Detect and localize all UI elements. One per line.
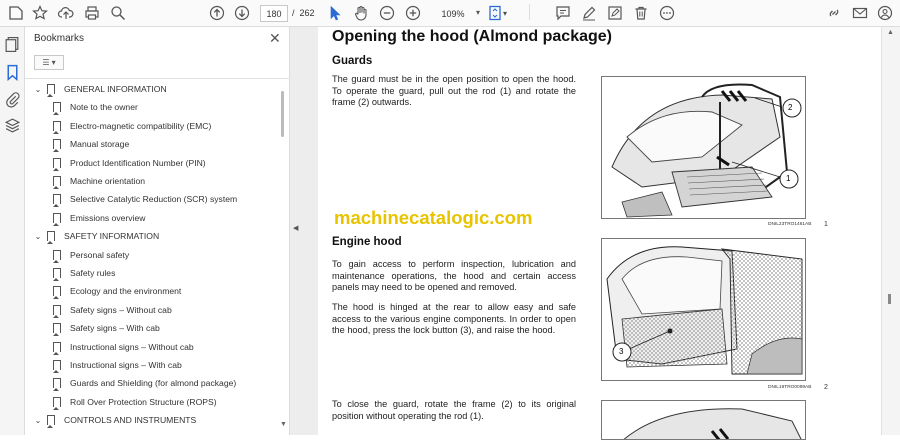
account-icon[interactable] [876, 4, 894, 22]
bookmark-label: Selective Catalytic Reduction (SCR) system [70, 194, 238, 205]
chevron-down-icon[interactable]: ⌄ [34, 231, 42, 241]
select-cursor-icon[interactable] [326, 4, 344, 22]
bookmark-icon [47, 415, 55, 425]
bookmark-item[interactable] [25, 190, 280, 208]
scroll-down-icon[interactable]: ▼ [280, 421, 287, 428]
collapse-panel-icon[interactable]: ◀ [293, 225, 299, 232]
callout-2: 2 [788, 103, 793, 112]
bookmark-item[interactable] [25, 246, 280, 264]
close-icon[interactable]: ✕ [269, 30, 281, 46]
bookmark-label: Machine orientation [70, 176, 146, 186]
bookmark-item[interactable] [25, 338, 280, 356]
bookmark-label: Instructional signs – With cab [70, 360, 182, 370]
chevron-down-icon[interactable]: ⌄ [34, 84, 42, 94]
bookmark-icon [53, 397, 61, 407]
engine-hood-illustration [602, 239, 806, 381]
bookmark-icon [53, 213, 61, 223]
bookmark-item[interactable] [25, 319, 280, 337]
bookmark-label: Product Identification Number (PIN) [70, 157, 206, 168]
bookmark-item[interactable] [25, 264, 280, 282]
callout-3: 3 [619, 347, 624, 356]
tractor-guard-illustration [602, 401, 806, 440]
document-scrollbar-thumb[interactable] [888, 294, 891, 304]
bookmark-icon [53, 250, 61, 260]
bookmark-label: Safety rules [70, 268, 116, 278]
figure-guard-close [601, 400, 806, 440]
divider [25, 78, 290, 79]
layers-icon[interactable] [4, 117, 21, 134]
bookmark-label: Guards and Shielding (for almond package) [70, 378, 237, 389]
comment-icon[interactable] [554, 4, 572, 22]
more-icon[interactable] [658, 4, 676, 22]
toolbar-divider [529, 4, 530, 20]
figure-guards [601, 76, 806, 219]
share-link-icon[interactable] [825, 4, 843, 22]
bookmark-label: Instructional signs – Without cab [70, 341, 194, 352]
star-icon[interactable] [31, 4, 49, 22]
pen-icon[interactable] [580, 4, 598, 22]
tractor-guard-illustration [602, 77, 806, 219]
bookmark-icon [53, 194, 61, 204]
engine-hood-paragraph-1: To gain access to perform inspection, lubrication and maintenance operations, the hood and certain access panels may need to be opened and removed. [332, 259, 576, 293]
section-heading-guards: Guards [332, 55, 373, 67]
right-scroll-gutter [881, 27, 900, 435]
bookmark-scrollbar[interactable] [281, 91, 284, 137]
list-options-icon: ☰ [42, 58, 50, 67]
bookmark-item[interactable] [25, 135, 280, 153]
bookmarks-panel [25, 27, 290, 435]
bookmark-label: Electro-magnetic compatibility (EMC) [70, 120, 212, 131]
page-number-input[interactable]: 180 [260, 5, 288, 22]
guards-paragraph: The guard must be in the open position to open the hood. To operate the guard, pull out the rod (1) and rotate the frame (2) outwards. [332, 74, 576, 108]
bookmark-item[interactable] [25, 393, 280, 411]
chevron-down-icon[interactable]: ▾ [476, 8, 481, 17]
zoom-out-icon[interactable] [378, 4, 396, 22]
bookmark-label: Safety signs – With cab [70, 323, 160, 334]
bookmark-label: Ecology and the environment [70, 286, 182, 297]
next-page-icon[interactable] [233, 4, 251, 22]
bookmark-icon [53, 158, 61, 168]
bookmark-section[interactable] [25, 80, 280, 98]
figure-engine-hood [601, 238, 806, 381]
bookmark-label: CONTROLS AND INSTRUMENTS [64, 415, 197, 426]
bookmark-item[interactable] [25, 117, 280, 135]
zoom-in-icon[interactable] [404, 4, 422, 22]
bookmark-item[interactable] [25, 356, 280, 374]
home-icon[interactable] [7, 4, 25, 22]
hand-tool-icon[interactable] [352, 4, 370, 22]
zoom-level-select[interactable]: 109% [441, 8, 465, 19]
bookmark-icon [53, 305, 61, 315]
mail-icon[interactable] [851, 4, 869, 22]
bookmark-icon [53, 360, 61, 370]
bookmark-icon [53, 323, 61, 333]
bookmark-label: Manual storage [70, 139, 130, 150]
bookmark-label: Roll Over Protection Structure (ROPS) [70, 396, 217, 407]
scroll-up-icon[interactable]: ▲ [887, 29, 894, 36]
bookmark-item[interactable] [25, 98, 280, 116]
attachment-icon[interactable] [4, 91, 21, 108]
left-tool-rail [0, 27, 25, 435]
bookmark-item[interactable] [25, 282, 280, 300]
bookmark-section[interactable] [25, 411, 280, 429]
zoom-search-icon[interactable] [109, 4, 127, 22]
upload-cloud-icon[interactable] [57, 4, 75, 22]
bookmark-icon[interactable] [4, 64, 21, 81]
bookmark-item[interactable] [25, 154, 280, 172]
bookmark-icon [53, 268, 61, 278]
bookmark-item[interactable] [25, 172, 280, 190]
engine-hood-paragraph-2: The hood is hinged at the rear to allow easy and safe access to the various engine components. In order to open the hood, press the lock button (3), and raise the hood. [332, 302, 576, 336]
bookmark-icon [47, 231, 55, 241]
section-heading-engine-hood: Engine hood [332, 236, 402, 248]
bookmark-item[interactable] [25, 374, 280, 392]
bookmark-icon [53, 378, 61, 388]
figure-number: 1 [824, 221, 828, 228]
bookmark-label: Emissions overview [70, 212, 146, 223]
print-icon[interactable] [83, 4, 101, 22]
panel-title: Bookmarks [34, 33, 85, 44]
bookmark-icon [53, 286, 61, 296]
bookmark-label: Note to the owner [70, 102, 138, 113]
bookmark-icon [53, 342, 61, 352]
callout-1: 1 [786, 174, 791, 183]
bookmark-item[interactable] [25, 301, 280, 319]
bookmark-section[interactable] [25, 227, 280, 245]
close-guard-paragraph: To close the guard, rotate the frame (2) to its original position without operating the rod (1). [332, 399, 576, 421]
bookmark-label: SAFETY INFORMATION [64, 231, 160, 242]
chevron-down-icon[interactable]: ⌄ [34, 415, 42, 425]
bookmark-item[interactable] [25, 209, 280, 227]
bookmark-icon [53, 121, 61, 131]
chevron-down-icon[interactable]: ▾ [502, 8, 507, 18]
trash-icon[interactable] [632, 4, 650, 22]
main-toolbar [0, 0, 900, 27]
bookmark-options-button[interactable] [34, 55, 64, 70]
edit-sign-icon[interactable] [606, 4, 624, 22]
figure-caption: DNIL19TRO0099AB [768, 385, 812, 390]
page-thumbnails-icon[interactable] [4, 36, 21, 53]
document-page [318, 27, 881, 435]
page-title: Opening the hood (Almond package) [332, 28, 612, 45]
bookmark-icon [53, 176, 61, 186]
bookmark-label: Personal safety [70, 249, 130, 260]
bookmark-label: Safety signs – Without cab [70, 304, 172, 315]
bookmark-icon [53, 139, 61, 149]
figure-number: 2 [824, 384, 828, 391]
bookmark-label: GENERAL INFORMATION [64, 84, 167, 94]
bookmark-icon [47, 84, 55, 94]
previous-page-icon[interactable] [208, 4, 226, 22]
watermark-text: machinecatalogic.com [334, 207, 533, 228]
figure-caption: DNIL23TRO1461AB [768, 222, 812, 227]
chevron-down-icon: ▾ [51, 58, 56, 67]
bookmark-icon [53, 102, 61, 112]
page-total: / 262 [292, 8, 315, 18]
